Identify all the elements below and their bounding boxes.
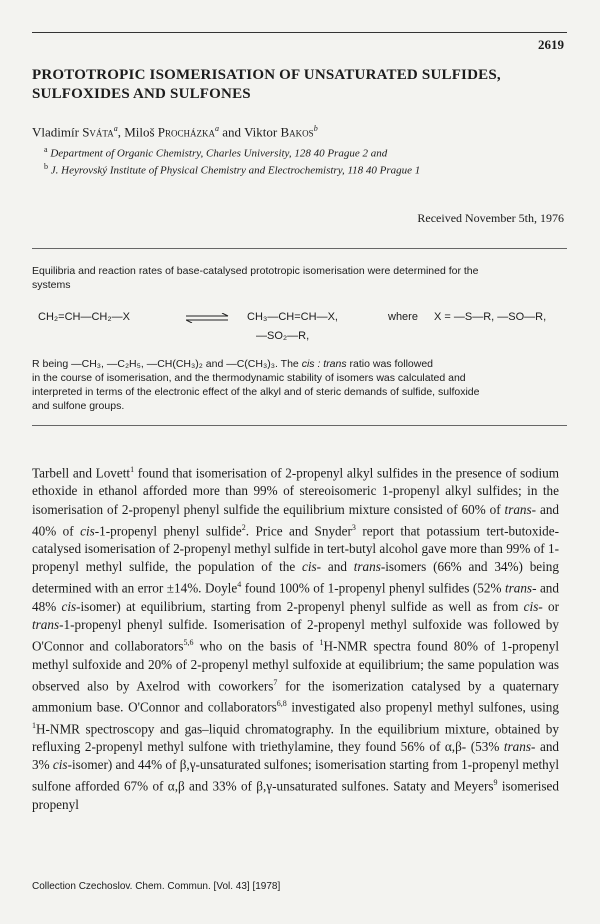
author-family-name: Bakos [280,124,314,140]
body-term: cis- [523,598,543,614]
isotope-mark: 1 [319,638,324,648]
body-term: trans [353,559,381,575]
body-text: and 48% [32,580,559,614]
author-list [32,124,318,140]
affiliation-mark: b [44,162,48,171]
body-term: trans [32,616,60,632]
abstract-text: —CH₃, —C₂H₅, —CH(CH₃)₂ and —C(CH₃)₃. [71,358,278,370]
body-text: -isomers (66% and 34%) being determined with an error ±14%. Doyle [32,559,559,596]
author-family-name: Sváta [82,124,114,140]
body-text: -1-propenyl phenyl sulfide. Isomerisation of 2-propenyl methyl sulfoxide was followed by O'Connor and collaborators [32,616,559,654]
abstract-body [32,357,552,413]
equation-product: CH₃—CH=CH—X, [247,311,338,323]
abstract-bottom-rule [32,425,567,426]
equation-where: where [388,311,418,323]
abstract-line: interpreted in terms of the electronic effect of the alkyl and of steric demands of sulfide, sulfoxide [32,386,480,398]
body-term: trans- [504,501,537,517]
author-given-name: Miloš [124,124,158,140]
body-text: -1-propenyl phenyl sulfide [94,523,242,539]
equilibrium-arrow-icon [186,313,230,323]
body-term: cis [80,523,95,539]
affiliation [44,162,420,177]
author-family-name: Procházka [157,124,216,140]
abstract-intro [32,264,552,292]
body-text: -isomer) at equilibrium, starting from 2-propenyl phenyl sulfide as well as from [76,598,524,614]
equation-reactant: CH₂=CH—CH₂—X [38,311,130,323]
abstract-line: in the course of isomerisation, and the thermodynamic stability of isomers was calculated and [32,372,466,384]
abstract-text: ratio was followed [346,358,433,370]
author-given-name: Viktor [244,124,281,140]
author-separator: and [219,124,245,140]
body-text: or [542,598,559,614]
affiliation-mark: b [313,124,318,133]
body-term: cis [61,598,77,614]
body-text: . Price and Snyder [245,523,352,539]
equation-x-definition-cont: —SO₂—R, [256,330,310,342]
abstract-top-rule [32,248,567,249]
article-title [32,66,572,104]
body-text: who on the basis of [193,638,320,654]
body-term: trans- [503,739,536,755]
body-term: cis- [302,559,322,575]
body-term: trans- [504,580,537,596]
abstract-line: and sulfone groups. [32,400,125,412]
affiliation-mark: a [215,124,220,133]
reference-mark: 9 [493,778,498,788]
reference-mark: 5,6 [183,638,194,648]
author-given-name: Vladimír [32,124,83,140]
affiliation-text: Department of Organic Chemistry, Charles University, 128 40 Prague 2 and [47,147,388,160]
page-number: 2619 [538,37,564,52]
title-line: PROTOTROPIC ISOMERISATION OF UNSATURATED SULFIDES, [32,67,501,83]
body-text: Tarbell and Lovett [32,465,131,481]
reference-mark: 6,8 [276,699,287,709]
body-term: cis [52,757,68,773]
reference-mark: 7 [273,677,278,687]
reference-mark: 1 [130,465,135,474]
affiliation-mark: a [113,124,118,133]
abstract-text: R being [32,358,72,370]
reference-mark: 3 [351,522,356,532]
abstract-term: cis : trans [301,358,347,370]
journal-footer: Collection Czechoslov. Chem. Commun. [Vol. 43] [1978] [32,881,281,892]
body-text: -isomer) and 44% of β,γ-unsaturated sulfones; isomerisation starting from 1-propenyl methyl sulfone afforded 67% of α,β and 33% of β,γ-unsaturated sulfones. Sataty and Meyers [32,757,559,794]
body-text: isomerised propenyl [32,778,559,812]
body-paragraph [32,461,559,814]
body-text: and [321,559,354,575]
affiliation-text: J. Heyrovský Institute of Physical Chemistry and Electrochemistry, 118 40 Prague 1 [48,164,421,177]
abstract-line [32,357,552,371]
abstract-line: Equilibria and reaction rates of base-catalysed prototropic isomerisation were determined for the [32,265,479,277]
body-text: and 40% of [32,501,560,539]
body-text: H-NMR spectroscopy and gas–liquid chromatography. In the equilibrium mixture, obtained by refluxing 2-propenyl methyl sulfone with triethylamine, they found 56% of α,β- (53% [32,720,559,755]
isotope-mark: 1 [32,720,36,730]
body-text: investigated also propenyl methyl sulfones, using [286,699,559,715]
body-text: found that isomerisation of 2-propenyl alkyl sulfides in the presence of sodium ethoxide in ethanol afforded more than 99% of stereoisomeric 1-propenyl alkyl sulfides; in the isomerisation of 2-propenyl phenyl sulfide the equilibrium mixture consisted of 60% of [32,465,559,517]
body-text: for the isomerization catalysed by a quaternary ammonium base. O'Connor and collaborators [32,677,559,715]
header-rule [32,32,567,33]
affiliation [44,145,387,160]
body-text: and 3% [32,739,560,773]
body-text: H-NMR spectra found 80% of 1-propenyl methyl sulfoxide and 20% of 2-propenyl methyl sulfoxide at equilibrium; the same population was observed also by Axelrod with coworkers [32,638,559,693]
body-text: report that potassium tert-butoxide-catalysed isomerisation of 2-propenyl methyl sulfide in tert-butyl alcohol gave more than 99% of 1-propenyl methyl sulfide, the population of the [32,523,559,575]
affiliation-mark: a [44,145,48,154]
reference-mark: 4 [237,580,242,590]
reference-mark: 2 [241,522,246,532]
body-text: found 100% of 1-propenyl phenyl sulfides (52% [241,580,505,596]
equation-x-definition: X = —S—R, —SO—R, [434,311,547,323]
author-separator: , [117,124,125,140]
abstract-line: systems [32,279,71,291]
title-line: SULFOXIDES AND SULFONES [32,86,251,102]
abstract-text: The [277,358,302,370]
received-date: Received November 5th, 1976 [417,211,564,225]
